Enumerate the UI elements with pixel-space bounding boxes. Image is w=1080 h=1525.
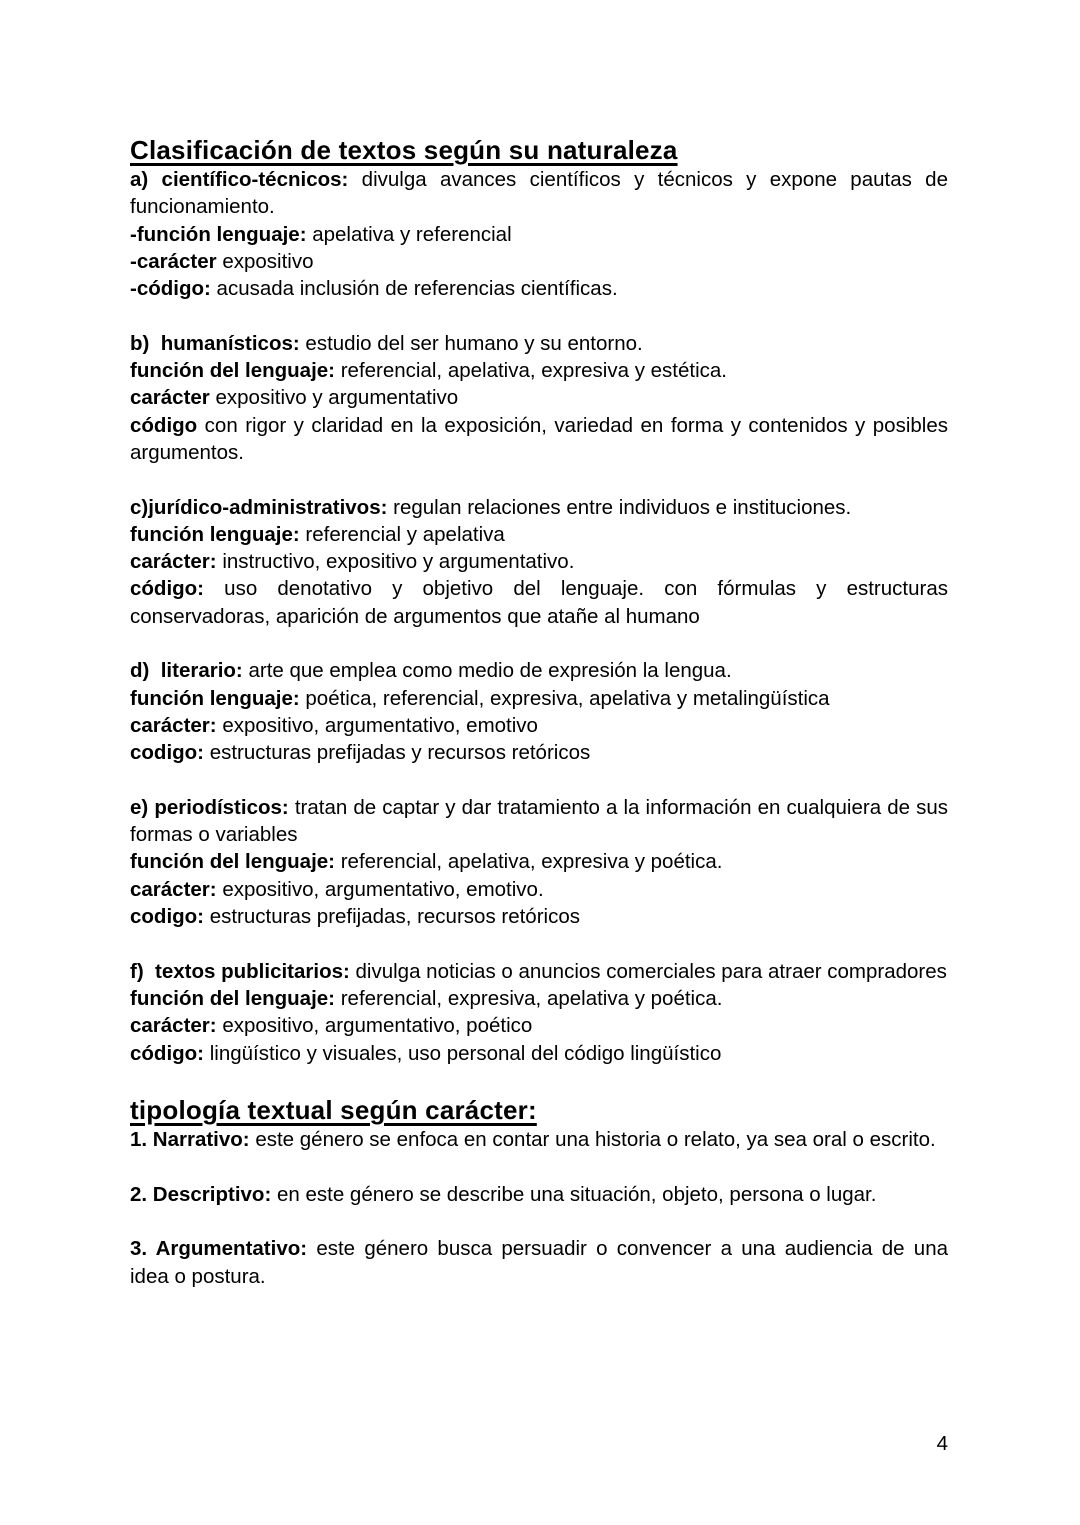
text-run: acusada inclusión de referencias científicas.: [210, 277, 618, 301]
item-f-funcion-lenguaje: [130, 985, 948, 1012]
text-run: estructuras prefijadas, recursos retóricos: [204, 905, 580, 929]
bold-run: carácter:: [130, 713, 217, 737]
text-run: estudio del ser humano y su entorno.: [299, 331, 643, 355]
text-run: lingüístico y visuales, uso personal del código lingüístico: [204, 1041, 722, 1065]
bold-run: carácter: [130, 386, 210, 410]
bold-run: código:: [130, 577, 205, 601]
bold-run: carácter:: [130, 550, 217, 574]
item-e-periodisticos: [130, 794, 954, 849]
bold-run: d) literario:: [130, 659, 243, 683]
second-title: tipología textual según carácter:: [130, 1095, 537, 1126]
text-run: en este género se describe una situación, objeto, persona o lugar.: [271, 1182, 877, 1206]
bold-run: función del lenguaje:: [130, 986, 336, 1010]
text-run: uso denotativo y objetivo del lenguaje. con fórmulas y estructuras conservadoras, aparición de argumentos que atañe al humano: [130, 577, 954, 628]
item-b-codigo: [130, 412, 954, 467]
item-b-caracter: [130, 384, 948, 411]
text-run: estructuras prefijadas y recursos retóricos: [204, 741, 591, 765]
blank-line: [130, 302, 948, 329]
bold-run: codigo:: [130, 741, 205, 765]
blank-line: [130, 1153, 948, 1180]
bold-run: codigo:: [130, 905, 205, 929]
main-title: Clasificación de textos según su naturaleza: [130, 135, 678, 165]
text-run: instructivo, expositivo y argumentativo.: [216, 550, 575, 574]
bold-run: a) científico-técnicos:: [130, 168, 349, 191]
text-run: este género se enfoca en contar una historia o relato, ya sea oral o escrito.: [249, 1128, 936, 1152]
item-c-funcion-lenguaje: [130, 521, 948, 548]
blank-line: [130, 630, 948, 657]
item-b-funcion-lenguaje: [130, 357, 948, 384]
text-run: expositivo, argumentativo, emotivo.: [216, 877, 544, 901]
text-run: regulan relaciones entre individuos e instituciones.: [387, 495, 852, 519]
item-f-caracter: [130, 1012, 948, 1039]
bold-run: carácter:: [130, 1014, 217, 1038]
bold-run: 3. Argumentativo:: [130, 1237, 308, 1261]
bold-run: función lenguaje:: [130, 686, 300, 710]
blank-line: [130, 1208, 948, 1235]
bold-run: código: [130, 413, 198, 437]
item-a-cientifico-tecnicos: [130, 166, 954, 221]
item-2-descriptivo: [130, 1181, 948, 1208]
bold-run: f) textos publicitarios:: [130, 959, 350, 983]
item-b-humanisticos: [130, 330, 948, 357]
item-d-funcion-lenguaje: [130, 685, 948, 712]
item-f-textos-publicitarios: [130, 958, 948, 985]
text-run: divulga avances científicos y técnicos y expone pautas de funcionamiento.: [130, 168, 954, 219]
item-a-funcion-lenguaje: [130, 221, 948, 248]
bold-run: código:: [130, 1041, 205, 1065]
item-e-codigo: [130, 903, 948, 930]
bold-run: 1. Narrativo:: [130, 1128, 250, 1152]
item-c-caracter: [130, 548, 948, 575]
item-d-literario: [130, 657, 948, 684]
bold-run: c)jurídico-administrativos:: [130, 495, 388, 519]
text-run: poética, referencial, expresiva, apelativa y metalingüística: [299, 686, 830, 710]
document-body: [130, 134, 954, 1290]
bold-run: -carácter: [130, 249, 217, 273]
blank-line: [130, 466, 948, 493]
item-a-caracter: [130, 248, 948, 275]
text-run: apelativa y referencial: [306, 222, 512, 246]
bold-run: -función lenguaje:: [130, 222, 307, 246]
text-run: expositivo, argumentativo, poético: [216, 1014, 533, 1038]
item-e-funcion-lenguaje: [130, 848, 948, 875]
text-run: expositivo, argumentativo, emotivo: [216, 713, 538, 737]
item-e-caracter: [130, 876, 948, 903]
item-1-narrativo: [130, 1126, 948, 1153]
item-3-argumentativo: [130, 1235, 954, 1290]
text-run: referencial, apelativa, expresiva y estética.: [335, 359, 727, 383]
bold-run: función del lenguaje:: [130, 359, 336, 383]
bold-run: función del lenguaje:: [130, 850, 336, 874]
text-run: divulga noticias o anuncios comerciales para atraer compradores: [349, 959, 947, 983]
text-run: con rigor y claridad en la exposición, variedad en forma y contenidos y posibles argumentos.: [130, 413, 954, 464]
bold-run: -código:: [130, 277, 211, 301]
blank-line: [130, 767, 948, 794]
page-number: 4: [936, 1432, 948, 1455]
text-run: expositivo y argumentativo: [209, 386, 459, 410]
item-d-codigo: [130, 739, 948, 766]
text-run: referencial, expresiva, apelativa y poética.: [335, 986, 723, 1010]
bold-run: e) periodísticos:: [130, 795, 289, 819]
item-f-codigo: [130, 1040, 948, 1067]
item-a-codigo: [130, 275, 948, 302]
text-run: referencial, apelativa, expresiva y poética.: [335, 850, 723, 874]
blank-line: [130, 930, 948, 957]
blank-line: [130, 1067, 948, 1094]
text-run: tratan de captar y dar tratamiento a la información en cualquiera de sus formas o variables: [130, 795, 954, 847]
item-d-caracter: [130, 712, 948, 739]
text-run: expositivo: [216, 249, 314, 273]
bold-run: función lenguaje:: [130, 522, 300, 546]
item-c-juridico-administrativos: [130, 494, 948, 521]
bold-run: 2. Descriptivo:: [130, 1182, 272, 1206]
item-c-codigo: [130, 575, 954, 630]
text-run: este género busca persuadir o convencer a una audiencia de una idea o postura.: [130, 1237, 954, 1288]
bold-run: carácter:: [130, 877, 217, 901]
text-run: arte que emplea como medio de expresión la lengua.: [242, 659, 732, 683]
text-run: referencial y apelativa: [299, 522, 505, 546]
bold-run: b) humanísticos:: [130, 331, 300, 355]
